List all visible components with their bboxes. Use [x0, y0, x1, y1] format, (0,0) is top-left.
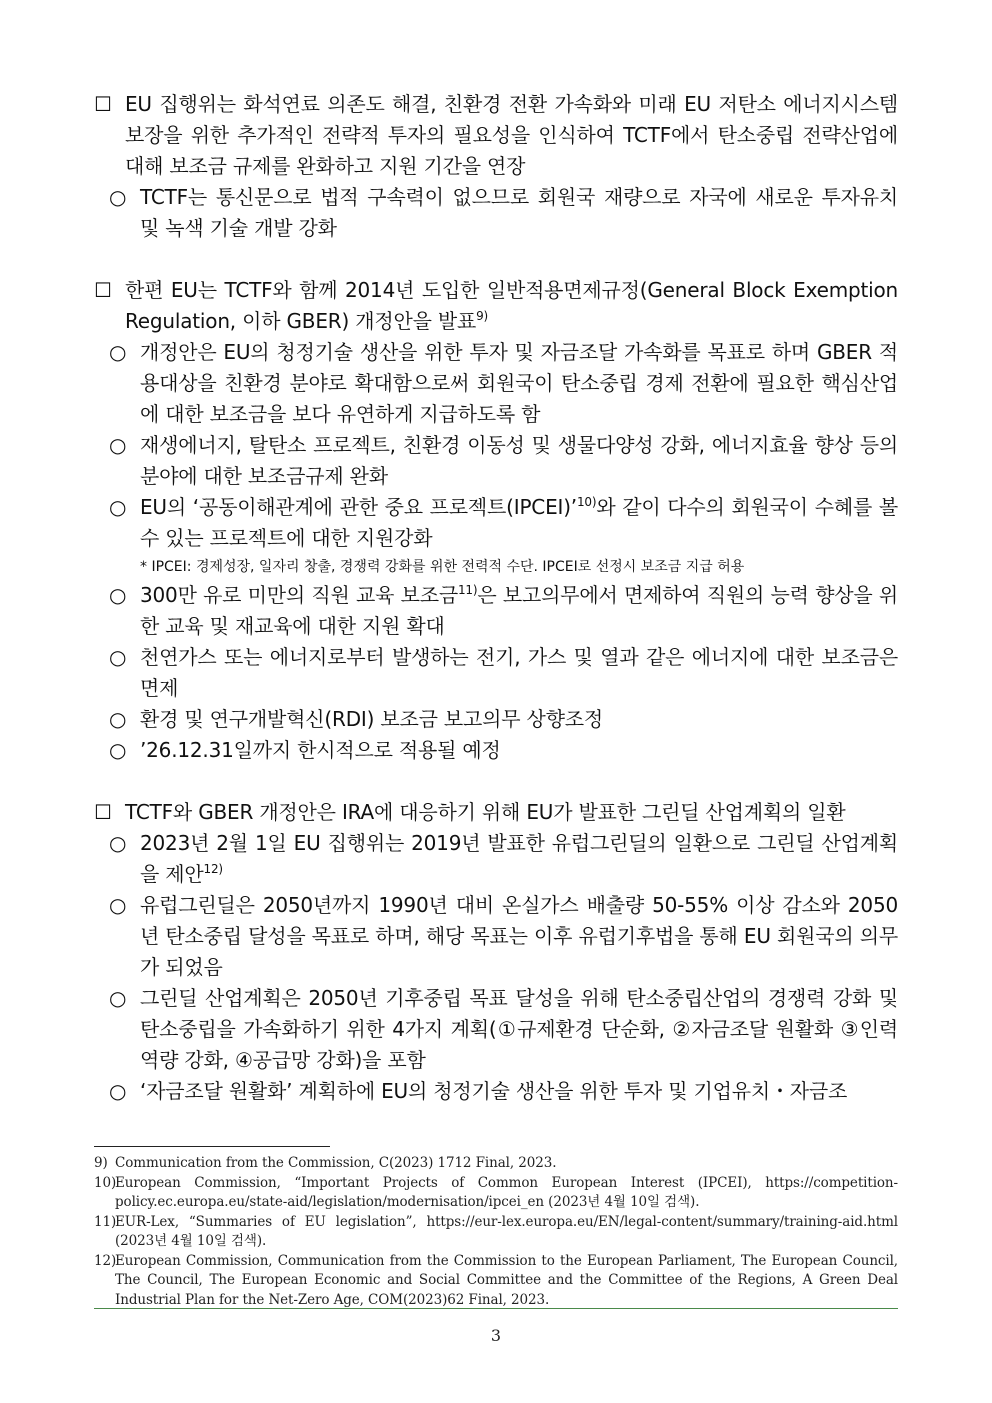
item-text: 그린딜 산업계획은 2050년 기후중립 목표 달성을 위해 탄소중립산업의 경쟁력 강화 및 탄소중립을 가속화하기 위한 4가지 계획(①규제환경 단순화, ②자금조달 원활화 ③인력역량 강화, ④공급망 강화)을 포함 — [140, 986, 898, 1072]
circle-bullet-icon: ○ — [109, 645, 127, 669]
item-text-cont: 은 보고의무에서 면제하여 직원의 능력 향상을 위한 교육 및 재교육에 대한 지원 확대 — [140, 583, 898, 638]
item-text: 천연가스 또는 에너지로부터 발생하는 전기, 가스 및 열과 같은 에너지에 대한 보조금은 면제 — [140, 645, 898, 700]
section-gap — [94, 244, 898, 275]
footnote-ref: 11) — [458, 583, 478, 597]
circle-bullet-item — [94, 430, 898, 492]
page-number: 3 — [490, 1326, 502, 1345]
circle-bullet-icon: ○ — [109, 583, 127, 607]
footnote-ref: 10) — [576, 495, 597, 509]
footnote-ref: 9) — [476, 309, 489, 323]
circle-bullet-icon: ○ — [109, 893, 127, 917]
section — [94, 797, 898, 1107]
item-text: 개정안은 EU의 청정기술 생산을 위한 투자 및 자금조달 가속화를 목표로 하며 GBER 적용대상을 친환경 분야로 확대함으로써 회원국이 탄소중립 경제 전환에 필요한 핵심산업에 대한 보조금을 보다 유연하게 지급하도록 함 — [140, 340, 898, 426]
item-text: 유럽그린딜은 2050년까지 1990년 대비 온실가스 배출량 50-55% 이상 감소와 2050년 탄소중립 달성을 목표로 하며, 해당 목표는 이후 유럽기후법을 통해 EU 회원국의 의무가 되었음 — [140, 893, 898, 979]
footnote-separator — [94, 1146, 330, 1147]
circle-bullet-item — [94, 492, 898, 554]
circle-bullet-icon: ○ — [109, 1079, 127, 1103]
circle-bullet-icon: ○ — [109, 433, 127, 457]
footnote — [94, 1154, 898, 1174]
footnote-number: 10) — [94, 1174, 117, 1191]
item-text: 2023년 2월 1일 EU 집행위는 2019년 발표한 유럽그린딜의 일환으로 그린딜 산업계획을 제안 — [140, 831, 898, 886]
section-gap — [94, 766, 898, 797]
item-text: EU 집행위는 화석연료 의존도 해결, 친환경 전환 가속화와 미래 EU 저탄소 에너지시스템 보장을 위한 추가적인 전략적 투자의 필요성을 인식하여 TCTF에서 탄소중립 전략산업에 대해 보조금 규제를 완화하고 지원 기간을 연장 — [125, 92, 898, 178]
footnote-text: European Commission, “Important Projects of Common European Interest (IPCEI), https://competition-policy.ec.europa.eu/state-aid/legislation/modernisation/ipcei_en (2023년 4월 10일 검색). — [115, 1174, 898, 1210]
footnote-text: European Commission, Communication from the Commission to the European Parliament, The European Council, The Council, The European Economic and Social Committee and the Committee of the Regions, A Green Deal Industrial Plan for the Net-Zero Age, COM(2023)62 Final, 2023. — [115, 1252, 898, 1308]
footnote-number: 12) — [94, 1252, 117, 1269]
section — [94, 89, 898, 244]
footnote-text: EUR-Lex, “Summaries of EU legislation”, https://eur-lex.europa.eu/EN/legal-content/summary/training-aid.html (2023년 4월 10일 검색). — [115, 1213, 898, 1249]
footnote-ref: 12) — [203, 862, 223, 876]
square-bullet-item — [94, 275, 898, 337]
circle-bullet-icon: ○ — [109, 738, 127, 762]
item-text: 한편 EU는 TCTF와 함께 2014년 도입한 일반적용면제규정(General Block Exemption Regulation, 이하 GBER) 개정안을 발표 — [125, 278, 898, 333]
circle-bullet-item — [94, 337, 898, 430]
circle-bullet-item — [94, 983, 898, 1076]
circle-bullet-icon: ○ — [109, 495, 127, 519]
footnotes — [94, 1154, 898, 1310]
square-bullet-icon: ☐ — [94, 800, 112, 824]
footnote — [94, 1213, 898, 1252]
footnote — [94, 1252, 898, 1311]
circle-bullet-icon: ○ — [109, 831, 127, 855]
circle-bullet-item — [94, 642, 898, 704]
main-content — [94, 89, 898, 1107]
square-bullet-icon: ☐ — [94, 92, 112, 116]
square-bullet-icon: ☐ — [94, 278, 112, 302]
section — [94, 275, 898, 766]
footnote-number: 9) — [94, 1155, 108, 1171]
item-text: ‘자금조달 원활화’ 계획하에 EU의 청정기술 생산을 위한 투자 및 기업유치・자금조 — [140, 1079, 848, 1103]
item-text: 300만 유로 미만의 직원 교육 보조금 — [140, 583, 458, 607]
bottom-rule — [94, 1308, 898, 1309]
circle-bullet-icon: ○ — [109, 707, 127, 731]
footnote-number: 11) — [94, 1213, 117, 1230]
circle-bullet-item — [94, 580, 898, 642]
item-text: 환경 및 연구개발혁신(RDI) 보조금 보고의무 상향조정 — [140, 707, 603, 731]
note-text: * IPCEI: 경제성장, 일자리 창출, 경쟁력 강화를 위한 전력적 수단. IPCEI로 선정시 보조금 지급 허용 — [140, 559, 745, 575]
circle-bullet-icon: ○ — [109, 185, 127, 209]
item-text-cont: 와 같이 다수의 회원국이 수혜를 볼 수 있는 프로젝트에 대한 지원강화 — [140, 495, 898, 550]
circle-bullet-item — [94, 828, 898, 890]
circle-bullet-item — [94, 735, 898, 766]
item-text: TCTF와 GBER 개정안은 IRA에 대응하기 위해 EU가 발표한 그린딜 산업계획의 일환 — [125, 800, 846, 824]
circle-bullet-item — [94, 704, 898, 735]
footnote — [94, 1174, 898, 1213]
square-bullet-item — [94, 89, 898, 182]
item-text: 재생에너지, 탈탄소 프로젝트, 친환경 이동성 및 생물다양성 강화, 에너지효율 향상 등의 분야에 대한 보조금규제 완화 — [140, 433, 898, 488]
item-text: TCTF는 통신문으로 법적 구속력이 없으므로 회원국 재량으로 자국에 새로운 투자유치 및 녹색 기술 개발 강화 — [140, 185, 898, 240]
circle-bullet-item — [94, 1076, 898, 1107]
square-bullet-item — [94, 797, 898, 828]
footnote-text: Communication from the Commission, C(2023) 1712 Final, 2023. — [115, 1155, 557, 1171]
circle-bullet-item — [94, 182, 898, 244]
circle-bullet-icon: ○ — [109, 340, 127, 364]
item-text: ’26.12.31일까지 한시적으로 적용될 예정 — [140, 738, 501, 762]
circle-bullet-item — [94, 890, 898, 983]
circle-bullet-icon: ○ — [109, 986, 127, 1010]
item-text: EU의 ‘공동이해관계에 관한 중요 프로젝트(IPCEI)’ — [140, 495, 577, 519]
